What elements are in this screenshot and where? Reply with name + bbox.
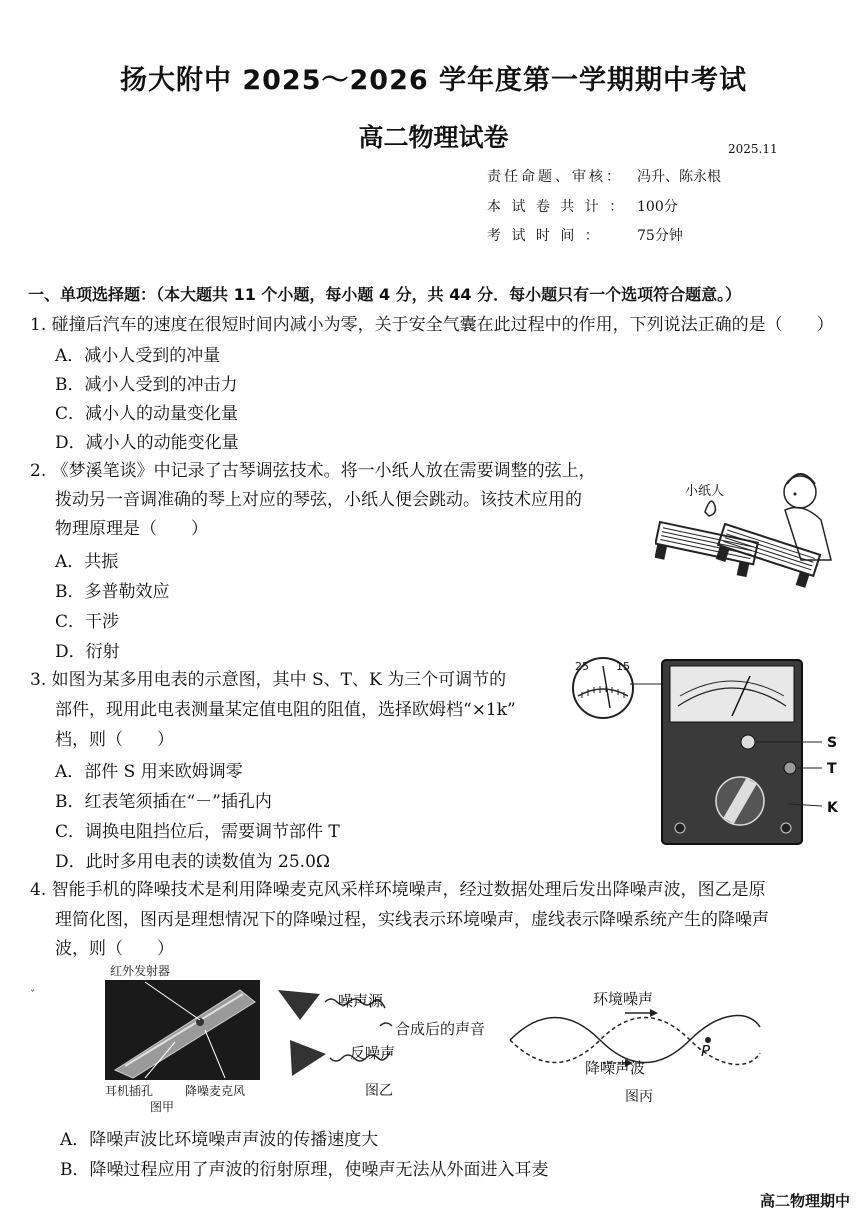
- meta-key: 责任命题、审核：: [487, 169, 623, 185]
- fig-jia-label-top: 红外发射器: [110, 964, 171, 978]
- fig-yi-caption: 图乙: [365, 1083, 393, 1099]
- meta-key: 本 试 卷 共 计 ：: [487, 199, 627, 215]
- q3-stem-line2: 部件，现用此电表测量某定值电阻的阻值，选择欧姆档“×1k”: [55, 700, 516, 720]
- scale-label-15: 15: [616, 660, 630, 673]
- q4-figure-bing: [505, 985, 765, 1110]
- fig-yi-noise-source: 噪声源: [338, 992, 384, 1010]
- q3-option-d: D．此时多用电表的读数值为 25.0Ω: [55, 852, 330, 872]
- fig-jia-label-left: 耳机插孔: [105, 1084, 154, 1098]
- q1-option-d: D．减小人的动能变化量: [55, 433, 239, 453]
- meta-value: 75分钟: [637, 228, 683, 244]
- q1-stem: 1. 碰撞后汽车的速度在很短时间内减小为零，关于安全气囊在此过程中的作用，下列说法正确的是（ ）: [30, 315, 834, 335]
- part-label-s: S: [827, 735, 838, 751]
- earphone-photo: [105, 980, 260, 1080]
- q4-stem-line2: 理简化图，图丙是理想情况下的降噪过程，实线表示环境噪声，虚线表示降噪系统产生的降噪声: [55, 910, 769, 930]
- q3-stem-line3: 档，则（ ）: [55, 730, 174, 750]
- q1-option-c: C．减小人的动量变化量: [55, 404, 239, 424]
- scan-mark: ˇ: [30, 990, 35, 1001]
- fig-bing-point: P: [701, 1042, 711, 1060]
- meta-value: 100分: [637, 199, 678, 215]
- q4-figure-yi: [270, 980, 500, 1110]
- fig-jia-caption: 图甲: [150, 1100, 175, 1114]
- meta-value: 冯升、陈永根: [637, 169, 721, 185]
- page-footer: 高二物理期中: [760, 1192, 851, 1210]
- fig-bing-env-label: 环境噪声: [593, 990, 654, 1008]
- q3-option-b: B．红表笔须插在“－”插孔内: [55, 792, 272, 812]
- q3-option-c: C．调换电阻挡位后，需要调节部件 T: [55, 822, 340, 842]
- fig-yi-combined: 合成后的声音: [395, 1020, 486, 1038]
- meta-row-author: [487, 166, 721, 186]
- exam-subtitle: 高二物理试卷: [358, 123, 509, 152]
- scale-label-25: 25: [575, 660, 589, 673]
- q3-figure-multimeter: [570, 656, 850, 846]
- q3-option-a: A．部件 S 用来欧姆调零: [55, 762, 243, 782]
- q2-option-c: C．干涉: [55, 612, 120, 632]
- q2-option-b: B．多普勒效应: [55, 582, 170, 602]
- q1-option-a: A．减小人受到的冲量: [55, 346, 221, 366]
- fig-yi-anti: 反噪声: [350, 1044, 396, 1062]
- fig-bing-caption: 图丙: [625, 1089, 653, 1105]
- fig-jia-label-right: 降噪麦克风: [185, 1084, 246, 1098]
- q2-stem-line2: 拨动另一音调准确的琴上对应的琴弦，小纸人便会跳动。该技术应用的: [55, 490, 582, 510]
- q2-stem-line3: 物理原理是（ ）: [55, 519, 208, 539]
- q1-option-b: B．减小人受到的冲击力: [55, 375, 238, 395]
- exam-date: 2025.11: [728, 142, 778, 156]
- exam-title: 扬大附中 2025～2026 学年度第一学期期中考试: [119, 65, 748, 96]
- q4-figure-jia: [100, 962, 265, 1117]
- part-label-k: K: [827, 800, 838, 816]
- meta-row-time: [487, 225, 683, 245]
- meta-key: 考 试 时 间 ：: [487, 228, 602, 244]
- part-label-t: T: [827, 761, 837, 777]
- q3-stem-line1: 3. 如图为某多用电表的示意图，其中 S、T、K 为三个可调节的: [30, 670, 507, 690]
- q2-option-a: A．共振: [55, 552, 119, 572]
- fig-bing-anti-label: 降噪声波: [585, 1059, 646, 1077]
- q2-stem-line1: 2. 《梦溪笔谈》中记录了古琴调弦技术。将一小纸人放在需要调整的弦上，: [30, 461, 596, 481]
- q4-stem-line1: 4. 智能手机的降噪技术是利用降噪麦克风采样环境噪声，经过数据处理后发出降噪声波，图乙是原: [30, 880, 766, 900]
- q2-figure-label: 小纸人: [685, 484, 725, 499]
- q4-stem-line3: 波，则（ ）: [55, 939, 174, 959]
- q4-option-a: A．降噪声波比环境噪声声波的传播速度大: [60, 1130, 379, 1150]
- q4-option-b: B．降噪过程应用了声波的衍射原理，使噪声无法从外面进入耳麦: [60, 1160, 549, 1180]
- q2-option-d: D．衍射: [55, 642, 120, 662]
- meta-row-score: [487, 196, 678, 216]
- q2-figure-guqin: [655, 462, 850, 612]
- multimeter-drawing: [570, 656, 850, 846]
- section-heading: 一、单项选择题：（本大题共 11 个小题，每小题 4 分，共 44 分．每小题只有一个选项符合题意。）: [28, 285, 742, 304]
